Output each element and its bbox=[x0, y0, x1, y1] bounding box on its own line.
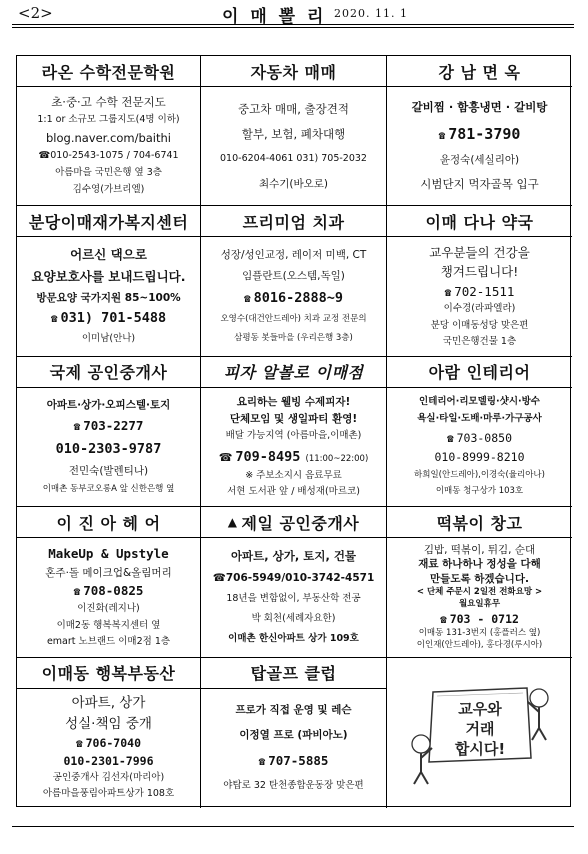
ad-title: 라온 수학전문학원 bbox=[17, 56, 200, 87]
phone-icon: ☎ bbox=[73, 585, 81, 599]
ad-line: 18년을 변함없이, 부동산학 전공 bbox=[226, 592, 361, 604]
ad-line: 아파트, 상가, 토지, 건물 bbox=[230, 549, 357, 564]
ad-gukje-realty bbox=[17, 357, 201, 507]
ad-phone: ☎010-2543-1075 / 704-6741 bbox=[38, 150, 179, 162]
ad-jeil-realty bbox=[201, 507, 387, 657]
ad-dana-pharmacy bbox=[387, 206, 572, 356]
ad-phone: ☎ 703-2277 bbox=[73, 417, 144, 433]
phone-icon: ☎ bbox=[50, 312, 58, 326]
ad-line: 이매촌 한신아파트 상가 109호 bbox=[228, 632, 359, 644]
ad-line: 야탑로 32 탄천종합운동장 맞은편 bbox=[223, 780, 364, 792]
ad-mobile: 010-8999-8210 bbox=[434, 450, 525, 465]
ad-line: 시범단지 먹자골목 입구 bbox=[420, 176, 539, 191]
ad-line: 아파트, 상가 bbox=[71, 695, 146, 712]
ad-line: 어르신 댁으로 bbox=[70, 246, 147, 262]
ad-aram-interior bbox=[387, 357, 572, 507]
ad-phone: ☎ 031) 701-5488 bbox=[50, 310, 167, 327]
ad-line: 국민은행건물 1층 bbox=[442, 335, 517, 347]
ad-title: 분당이매재가복지센터 bbox=[17, 206, 200, 237]
ad-owner: 박 회천(세례자요한) bbox=[251, 612, 336, 624]
ad-gangnam-myeonok bbox=[387, 56, 572, 206]
ad-line: 혼주·돌 메이크업&올림머리 bbox=[45, 566, 172, 579]
ad-line: 아파트·상가·오피스텔·토지 bbox=[46, 398, 171, 411]
ad-line: 임플란트(오스템,독일) bbox=[242, 270, 345, 283]
phone-icon: ☎ bbox=[243, 292, 251, 306]
footer-rule bbox=[12, 826, 574, 827]
ad-phone: ☎ 781-3790 bbox=[438, 124, 521, 143]
ad-line: 이매동 청구상가 103호 bbox=[435, 486, 524, 497]
ad-owner: 이진화(레지나) bbox=[77, 603, 140, 615]
ad-owner: 최수기(바오로) bbox=[258, 177, 329, 190]
ad-owner: 이수경(라파엘라) bbox=[443, 303, 516, 315]
ad-title: 탑골프 클럽 bbox=[201, 658, 386, 689]
ad-line: 요리하는 웰빙 수제피자! bbox=[236, 396, 351, 409]
ad-line: 아름마을 국민은행 옆 3층 bbox=[55, 167, 162, 179]
ad-line: 프로가 직접 운영 및 레슨 bbox=[235, 704, 352, 717]
phone-icon: ☎ bbox=[446, 431, 454, 445]
ad-line: emart 노브랜드 이매2점 1층 bbox=[46, 636, 171, 648]
clipart-line-2: 거래 bbox=[465, 719, 494, 738]
ad-phone: ☎ 8016-2888~9 bbox=[243, 290, 344, 307]
ad-owner: 서현 도서관 앞 / 배성재(마르코) bbox=[227, 485, 360, 497]
ad-owner: 윤정숙(세실리아) bbox=[439, 154, 520, 167]
ad-owner: 오영수(대건안드레아) 치과 교정 전문의 bbox=[220, 314, 367, 325]
ad-raon-math bbox=[17, 56, 201, 206]
ad-phone: ☎706-5949/010-3742-4571 bbox=[212, 572, 375, 585]
newsletter-title: 이 매 뽈 리 bbox=[222, 7, 327, 27]
ad-line: 챙겨드립니다! bbox=[440, 264, 519, 280]
ad-line: 요양보호사를 보내드립니다. bbox=[31, 268, 186, 284]
phone-icon: ☎ bbox=[438, 128, 446, 142]
ad-title: 이 진 아 헤 어 bbox=[17, 507, 200, 538]
ad-owner: 공인중개사 김선자(마리아) bbox=[52, 772, 165, 784]
ad-line: 삼평동 봇들마을 (우리은행 3층) bbox=[234, 333, 353, 344]
ad-line: 만들도록 하겠습니다. bbox=[430, 573, 529, 586]
ad-line: 이매동 131-3번지 (홍플러스 옆) bbox=[418, 627, 541, 638]
header-rule bbox=[12, 24, 574, 25]
ad-owner: 하희일(안드레아),이경숙(율리아나) bbox=[414, 469, 545, 480]
ad-line: MakeUp & Upstyle bbox=[48, 545, 169, 561]
page-header bbox=[12, 2, 574, 27]
page-number: <2> bbox=[18, 4, 53, 22]
ad-line: 욕실·타일·도배·마루·가구공사 bbox=[417, 413, 542, 425]
ad-line: 초·중·고 수학 전문지도 bbox=[51, 95, 166, 110]
ad-phone: ☎ 706-7040 bbox=[75, 735, 141, 750]
ad-line: 이매2동 행복복지센터 옆 bbox=[56, 619, 161, 631]
ad-owner: 이정열 프로 (파비아노) bbox=[239, 729, 348, 742]
ad-line: 1:1 or 소규모 그룹지도(4명 이하) bbox=[37, 114, 180, 126]
ad-title: 강 남 면 옥 bbox=[387, 56, 572, 87]
ad-line: 이매촌 동부코오롱A 앞 신한은행 옆 bbox=[42, 484, 175, 495]
ad-mobile: 010-2303-9787 bbox=[55, 440, 162, 457]
ad-title: 자동차 매매 bbox=[201, 56, 386, 87]
ad-welfare-center bbox=[17, 206, 201, 356]
phone-icon: ☎ bbox=[75, 736, 83, 750]
ad-title: ▲ 제일 공인중개사 bbox=[201, 507, 386, 538]
ad-line: 할부, 보험, 폐차대행 bbox=[241, 127, 346, 142]
ad-title: 떡볶이 창고 bbox=[387, 507, 572, 538]
ad-title: 프리미엄 치과 bbox=[201, 206, 386, 237]
ad-line: 배달 가능지역 (아름마을,이매촌) bbox=[225, 429, 362, 441]
ad-line: 김밥, 떡볶이, 튀김, 순대 bbox=[423, 543, 536, 556]
clipart-line-3: 합시다! bbox=[454, 739, 505, 758]
sign-holders-illustration bbox=[405, 678, 555, 788]
ad-phone: ☎ 703 - 0712 bbox=[440, 611, 519, 626]
ad-title: 이매동 행복부동산 bbox=[17, 658, 200, 689]
ad-phone: ☎ 708-0825 bbox=[73, 583, 144, 599]
phone-icon: ☎ bbox=[258, 754, 266, 768]
ad-line: 인테리어·리모델링·샷시·방수 bbox=[419, 396, 540, 408]
ad-line: 방문요양 국가지원 85~100% bbox=[36, 291, 181, 304]
ad-phone: ☎ 703-0850 bbox=[446, 430, 512, 445]
ad-owner: 전민숙(발렌티나) bbox=[68, 465, 149, 478]
issue-date: 2020. 11. 1 bbox=[334, 7, 408, 20]
ad-line: < 단체 주문시 2일전 전화요망 > bbox=[416, 586, 543, 597]
ad-phone: 010-6204-4061 031) 705-2032 bbox=[220, 153, 367, 165]
ad-leejina-hair bbox=[17, 507, 201, 657]
clipart-line-1: 교우와 bbox=[457, 699, 502, 718]
ad-line: 성실·책임 중개 bbox=[65, 715, 152, 732]
phone-icon: ☎ bbox=[218, 450, 233, 464]
ad-tteokbokki-store bbox=[387, 507, 572, 657]
ad-grid bbox=[16, 55, 571, 807]
ad-line: 월요일휴무 bbox=[458, 599, 501, 610]
ad-line: 교우분들의 건강을 bbox=[429, 244, 530, 260]
ad-owner: 김수영(가브리엘) bbox=[72, 184, 145, 196]
ad-line: 분당 이매동성당 맞은편 bbox=[430, 319, 529, 331]
ad-title: 국제 공인중개사 bbox=[17, 357, 200, 388]
ad-haengbok-realty bbox=[17, 658, 201, 808]
phone-icon: ☎ bbox=[440, 612, 447, 626]
ad-mobile: 010-2301-7996 bbox=[63, 754, 154, 769]
ad-phone: ☎ 702-1511 bbox=[444, 283, 515, 299]
ad-title: 아람 인테리어 bbox=[387, 357, 572, 388]
ad-premium-dental bbox=[201, 206, 387, 356]
ad-line: 갈비찜 · 함흥냉면 · 갈비탕 bbox=[411, 100, 548, 115]
ad-title: 피자 알볼로 이매점 bbox=[201, 357, 386, 388]
trade-with-parishioners-clipart bbox=[387, 658, 572, 808]
ad-line: blog.naver.com/baithi bbox=[45, 131, 171, 146]
ad-line: ※ 주보소지시 음료무료 bbox=[245, 469, 342, 481]
ad-line: 단체모임 및 생일파티 환영! bbox=[229, 413, 358, 426]
phone-icon: ☎ bbox=[444, 285, 452, 299]
pin-icon: ▲ bbox=[227, 515, 238, 530]
ad-line: 성장/성인교정, 레이저 미백, CT bbox=[220, 249, 367, 262]
phone-icon: ☎ bbox=[73, 419, 81, 433]
ad-phone: ☎ 707-5885 bbox=[258, 752, 329, 768]
ad-owner: 이미남(안나) bbox=[81, 333, 136, 345]
ad-owner: 이인재(안드레아), 홍다경(루시아) bbox=[416, 640, 543, 651]
header-rule-2 bbox=[12, 27, 574, 28]
ad-title: 이매 다나 약국 bbox=[387, 206, 572, 237]
ad-pizza-alvolo bbox=[201, 357, 387, 507]
ad-line: 아름마을풍림아파트상가 108호 bbox=[42, 788, 175, 800]
ad-top-golf-club bbox=[201, 658, 387, 808]
ad-line: 재료 하나하나 정성을 다해 bbox=[418, 558, 541, 571]
ad-line: 중고차 매매, 출장견적 bbox=[238, 101, 349, 116]
ad-phone: ☎ 709-8495 (11:00~22:00) bbox=[218, 448, 369, 465]
ad-car-dealer bbox=[201, 56, 387, 206]
